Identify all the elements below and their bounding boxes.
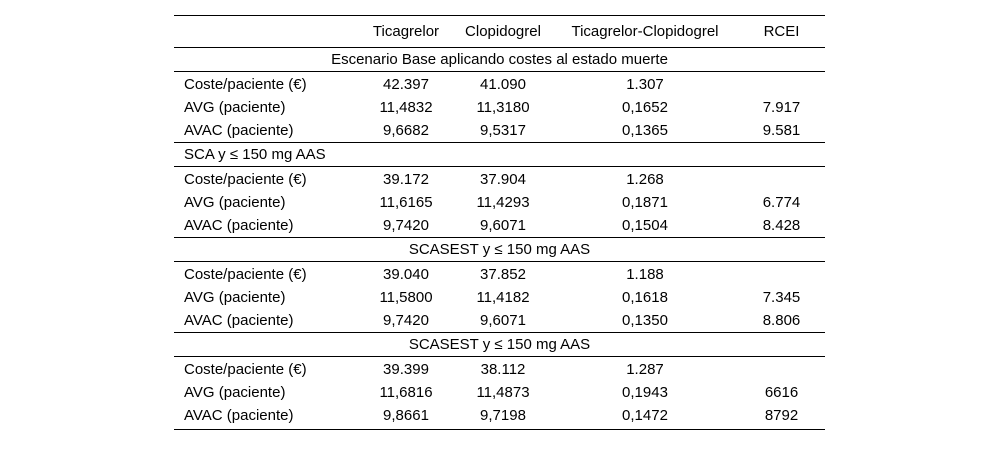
table-row (174, 404, 825, 427)
cell-clopidogrel: 11,4873 (476, 384, 530, 401)
section-header-row (174, 143, 825, 167)
cell-ticagrelor: 11,4832 (379, 99, 433, 116)
table-bottom-rule (174, 429, 825, 430)
cell-clopidogrel: 11,4182 (476, 289, 530, 306)
cell-difference: 0,1652 (622, 99, 668, 116)
section-title: Escenario Base aplicando costes al estado muerte (174, 48, 825, 72)
table-row (174, 262, 825, 287)
header-difference: Ticagrelor-Clopidogrel (552, 16, 738, 48)
cell-difference: 0,1504 (622, 217, 668, 234)
section-header-row (174, 48, 825, 72)
table-row (174, 167, 825, 192)
cell-rcei (738, 167, 825, 192)
cell-rcei: 8.806 (762, 312, 801, 329)
row-label: AVG (paciente) (184, 289, 286, 306)
cell-rcei: 7.917 (762, 99, 801, 116)
table-row (174, 286, 825, 309)
header-clopidogrel: Clopidogrel (454, 16, 552, 48)
row-label: Coste/paciente (€) (184, 361, 307, 378)
table-row (174, 191, 825, 214)
table-body (174, 48, 825, 428)
table-header-row (174, 16, 825, 48)
cell-ticagrelor: 9,7420 (383, 312, 429, 329)
cell-rcei: 9.581 (762, 122, 801, 139)
cell-difference: 0,1943 (622, 384, 668, 401)
section-header-row (174, 238, 825, 262)
cell-difference: 0,1472 (622, 407, 668, 424)
row-label: AVG (paciente) (184, 99, 286, 116)
cell-ticagrelor: 11,5800 (379, 289, 433, 306)
section-title: SCASEST y ≤ 150 mg AAS (174, 238, 825, 262)
cell-clopidogrel: 9,6071 (480, 312, 526, 329)
cell-rcei: 7.345 (762, 289, 801, 306)
row-label: Coste/paciente (€) (184, 171, 307, 188)
row-label: AVG (paciente) (184, 384, 286, 401)
cost-effectiveness-table (174, 15, 825, 427)
cell-difference: 0,1618 (622, 289, 668, 306)
row-label: Coste/paciente (€) (184, 266, 307, 283)
section-header-row (174, 333, 825, 357)
cell-ticagrelor: 11,6165 (379, 194, 433, 211)
cell-difference: 1.188 (626, 266, 664, 283)
cell-clopidogrel: 37.852 (480, 266, 526, 283)
table-row (174, 96, 825, 119)
section-title: SCASEST y ≤ 150 mg AAS (174, 333, 825, 357)
cell-difference: 1.307 (626, 76, 664, 93)
table-row (174, 72, 825, 97)
cell-clopidogrel: 11,4293 (476, 194, 530, 211)
cell-clopidogrel: 41.090 (480, 76, 526, 93)
cell-rcei: 6.774 (762, 194, 801, 211)
cell-rcei: 8792 (764, 407, 799, 424)
cell-clopidogrel: 9,6071 (480, 217, 526, 234)
cell-clopidogrel: 38.112 (480, 361, 526, 378)
row-label: AVG (paciente) (184, 194, 286, 211)
cell-ticagrelor: 11,6816 (379, 384, 433, 401)
cell-difference: 0,1350 (622, 312, 668, 329)
section-title: SCA y ≤ 150 mg AAS (174, 143, 825, 167)
cell-difference: 0,1871 (622, 194, 668, 211)
header-ticagrelor: Ticagrelor (358, 16, 454, 48)
cell-rcei (738, 262, 825, 287)
cell-ticagrelor: 9,8661 (383, 407, 429, 424)
cell-rcei: 6616 (764, 384, 799, 401)
row-label: AVAC (paciente) (184, 312, 294, 329)
cell-clopidogrel: 11,3180 (476, 99, 530, 116)
row-label: Coste/paciente (€) (184, 76, 307, 93)
table-row (174, 357, 825, 382)
cell-rcei (738, 357, 825, 382)
table-row (174, 309, 825, 333)
row-label: AVAC (paciente) (184, 122, 294, 139)
cell-difference: 1.287 (626, 361, 664, 378)
cell-clopidogrel: 9,7198 (480, 407, 526, 424)
cell-ticagrelor: 9,6682 (383, 122, 429, 139)
cell-ticagrelor: 39.172 (383, 171, 429, 188)
cell-ticagrelor: 39.040 (383, 266, 429, 283)
row-label: AVAC (paciente) (184, 217, 294, 234)
header-rcei: RCEI (738, 16, 825, 48)
results-table-container (174, 15, 825, 430)
cell-difference: 1.268 (626, 171, 664, 188)
cell-ticagrelor: 9,7420 (383, 217, 429, 234)
cell-ticagrelor: 39.399 (383, 361, 429, 378)
cell-ticagrelor: 42.397 (383, 76, 429, 93)
header-cell-blank (174, 16, 358, 48)
cell-clopidogrel: 37.904 (480, 171, 526, 188)
cell-clopidogrel: 9,5317 (480, 122, 526, 139)
cell-rcei (738, 72, 825, 97)
table-row (174, 119, 825, 143)
table-row (174, 381, 825, 404)
table-row (174, 214, 825, 238)
cell-difference: 0,1365 (622, 122, 668, 139)
cell-rcei: 8.428 (762, 217, 801, 234)
row-label: AVAC (paciente) (184, 407, 294, 424)
